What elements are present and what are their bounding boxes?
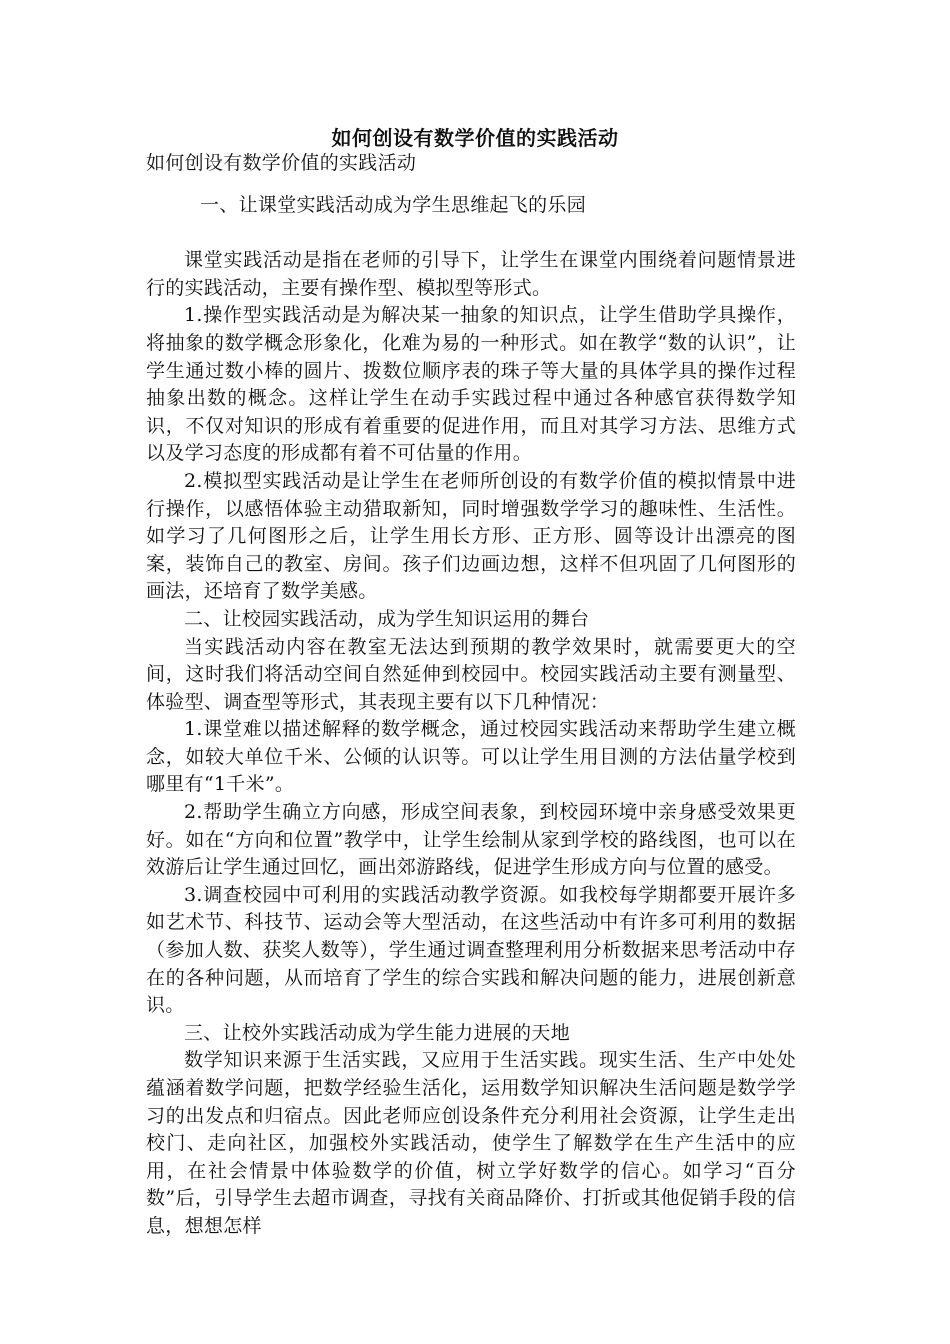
section-heading-1: 一、让课堂实践活动成为学生思维起飞的乐园: [200, 193, 587, 216]
paragraph: 2.帮助学生确立方向感，形成空间表象，到校园环境中亲身感受效果更好。如在“方向和位置”教学中，让学生绘制从家到学校的路线图，也可以在效游后让学生通过回忆，画出郊游路线，促进学生形成方向与位置的感受。: [146, 801, 796, 879]
section-heading-3: 三、让校外实践活动成为学生能力进展的天地: [184, 1021, 571, 1044]
document-subtitle: 如何创设有数学价值的实践活动: [146, 152, 417, 174]
paragraph: 1.操作型实践活动是为解决某一抽象的知识点，让学生借助学具操作，将抽象的数学概念形象化，化难为易的一种形式。如在教学“数的认识”，让学生通过数小棒的圆片、拨数位顺序表的珠子等大量的具体学具的操作过程抽象出数的概念。这样让学生在动手实践过程中通过各种感官获得数学知识，不仅对知识的形成有着重要的促进作用，而且对其学习方法、思维方式以及学习态度的形成都有着不可估量的作用。: [146, 304, 796, 465]
paragraph: 课堂实践活动是指在老师的引导下，让学生在课堂内围绕着问题情景进行的实践活动，主要有操作型、模拟型等形式。: [146, 249, 796, 299]
paragraph: 3.调查校园中可利用的实践活动教学资源。如我校每学期都要开展许多如艺术节、科技节、运动会等大型活动，在这些活动中有许多可利用的数据（参加人数、获奖人数等），学生通过调查整理利用分析数据来思考活动中存在的各种问题，从而培育了学生的综合实践和解决问题的能力，进展创新意识。: [146, 883, 796, 1017]
paragraph: 2.模拟型实践活动是让学生在老师所创设的有数学价值的模拟情景中进行操作，以感悟体验主动猎取新知，同时增强数学学习的趣味性、生活性。如学习了几何图形之后，让学生用长方形、正方形、圆等设计出漂亮的图案，装饰自己的教室、房间。孩子们边画边想，这样不但巩固了几何图形的画法，还培育了数学美感。: [146, 469, 796, 603]
paragraph: 数学知识来源于生活实践，又应用于生活实践。现实生活、生产中处处蕴涵着数学问题，把数学经验生活化，运用数学知识解决生活问题是数学学习的出发点和归宿点。因此老师应创设条件充分利用社会资源，让学生走出校门、走向社区，加强校外实践活动，使学生了解数学在生产生活中的应用，在社会情景中体验数学的价值，树立学好数学的信心。如学习“百分数”后，引导学生去超市调查，寻找有关商品降价、打折或其他促销手段的信息，想想怎样: [146, 1049, 796, 1237]
paragraph: 1.课堂难以描述解释的数学概念，通过校园实践活动来帮助学生建立概念，如较大单位千米、公倾的认识等。可以让学生用目测的方法估量学校到哪里有“1千米”。: [146, 718, 796, 796]
section-heading-2: 二、让校园实践活动，成为学生知识运用的舞台: [184, 607, 590, 630]
document-body: [146, 150, 796, 1241]
document-title: 如何创设有数学价值的实践活动: [331, 126, 619, 150]
paragraph: 当实践活动内容在教室无法达到预期的教学效果时，就需要更大的空间，这时我们将活动空间自然延伸到校园中。校园实践活动主要有测量型、体验型、调查型等形式，其表现主要有以下几种情况：: [146, 635, 796, 713]
